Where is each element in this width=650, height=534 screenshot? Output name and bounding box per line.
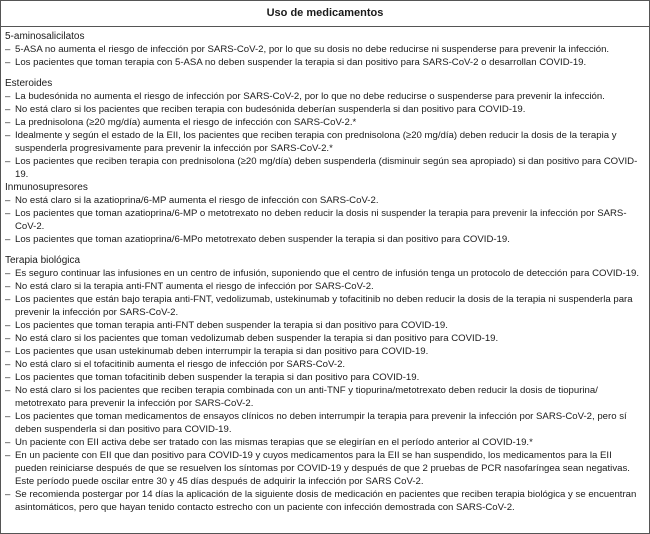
list-item: – Los pacientes que reciben terapia con prednisolona (≥20 mg/día) deben suspenderla (disminuir según sea apropiado) si dan positivo para COVID-19. xyxy=(5,155,645,181)
list-item: – No está claro si la azatioprina/6-MP aumenta el riesgo de infección con SARS-CoV-2. xyxy=(5,194,645,207)
list-item: – Los pacientes que toman tofacitinib deben suspender la terapia si dan positivo para COVID-19. xyxy=(5,371,645,384)
list-item: – No está claro si el tofacitinib aumenta el riesgo de infección por SARS-CoV-2. xyxy=(5,358,645,371)
section-5-aminosalicilatos xyxy=(5,30,645,69)
list-item: – Los pacientes que toman azatioprina/6-MP o metotrexato no deben reducir la dosis ni suspender la terapia para prevenir la infección por SARS-CoV-2. xyxy=(5,207,645,233)
section-terapia-biologica xyxy=(5,254,645,514)
item-list xyxy=(5,43,645,69)
list-item: – Los pacientes que usan ustekinumab deben interrumpir la terapia si dan positivo para COVID-19. xyxy=(5,345,645,358)
list-item: – Los pacientes que están bajo terapia anti-FNT, vedolizumab, ustekinumab y tofacitinib no deben reducir la dosis de la terapia ni suspenderla para prevenir la infección por SARS-CoV-2. xyxy=(5,293,645,319)
section-title: 5-aminosalicilatos xyxy=(5,31,85,42)
list-item: – En un paciente con EII que dan positivo para COVID-19 y cuyos medicamentos para la EII se han suspendido, los medicamentos para la EII pueden reiniciarse después de que se resuelven los síntomas por COVID-19 y después de que 2 pruebas de PCR nasofaríngea sean negativas. Este período puede oscilar entre 30 y 45 días después de adquirir la infección por SARS CoV-2. xyxy=(5,449,645,488)
list-item: – No está claro si los pacientes que reciben terapia con budesónida deberían suspenderla si dan positivo para COVID-19. xyxy=(5,103,645,116)
list-item: – Se recomienda postergar por 14 días la aplicación de la siguiente dosis de medicación en pacientes que reciben terapia biológica y se encuentran asintomáticos, pero que hayan tenido contacto estrecho con un paciente con infección demostrada con SARS-CoV-2. xyxy=(5,488,645,514)
list-item: – Los pacientes que toman medicamentos de ensayos clínicos no deben interrumpir la terapia para prevenir la infección por SARS-CoV-2, pero sí deben suspenderla si dan positivo para COVID-19. xyxy=(5,410,645,436)
section-esteroides xyxy=(5,77,645,181)
list-item: – Un paciente con EII activa debe ser tratado con las mismas terapias que se elegirían en el período anterior al COVID-19.* xyxy=(5,436,645,449)
section-inmunosupresores xyxy=(5,181,645,246)
list-item: – Idealmente y según el estado de la EII, los pacientes que reciben terapia con prednisolona (≥20 mg/día) deben reducir la dosis de la terapia y suspenderla progresivamente para prevenir la infección por SARS-CoV-2.* xyxy=(5,129,645,155)
list-item: – Es seguro continuar las infusiones en un centro de infusión, suponiendo que el centro de infusión tenga un protocolo de detección para COVID-19. xyxy=(5,267,645,280)
list-item: – La prednisolona (≥20 mg/día) aumenta el riesgo de infección con SARS-CoV-2.* xyxy=(5,116,645,129)
list-item: – Los pacientes que toman terapia con 5-ASA no deben suspender la terapia si dan positivo para SARS-CoV-2 o desarrollan COVID-19. xyxy=(5,56,645,69)
list-item: – No está claro si los pacientes que toman vedolizumab deben suspender la terapia si dan positivo para COVID-19. xyxy=(5,332,645,345)
item-list xyxy=(5,267,645,514)
table-body xyxy=(1,27,649,514)
item-list xyxy=(5,194,645,246)
table-header: Uso de medicamentos xyxy=(1,1,649,27)
section-title: Inmunosupresores xyxy=(5,182,88,193)
list-item: – No está claro si la terapia anti-FNT aumenta el riesgo de infección por SARS-CoV-2. xyxy=(5,280,645,293)
list-item: – La budesónida no aumenta el riesgo de infección por SARS-CoV-2, por lo que no debe reducirse o suspenderse para prevenir la infección. xyxy=(5,90,645,103)
section-title: Terapia biológica xyxy=(5,255,81,266)
item-list xyxy=(5,90,645,181)
list-item: – No está claro si los pacientes que reciben terapia combinada con un anti-TNF y tiopurina/metotrexato deben reducir la dosis de tiopurina/ metotrexato para prevenir la infección por SARS-CoV-2. xyxy=(5,384,645,410)
section-title: Esteroides xyxy=(5,78,53,89)
list-item: – Los pacientes que toman terapia anti-FNT deben suspender la terapia si dan positivo para COVID-19. xyxy=(5,319,645,332)
list-item: – 5-ASA no aumenta el riesgo de infección por SARS-CoV-2, por lo que su dosis no debe reducirse ni suspenderse para prevenir la infección. xyxy=(5,43,645,56)
list-item: – Los pacientes que toman azatioprina/6-MPo metotrexato deben suspender la terapia si dan positivo para COVID-19. xyxy=(5,233,645,246)
